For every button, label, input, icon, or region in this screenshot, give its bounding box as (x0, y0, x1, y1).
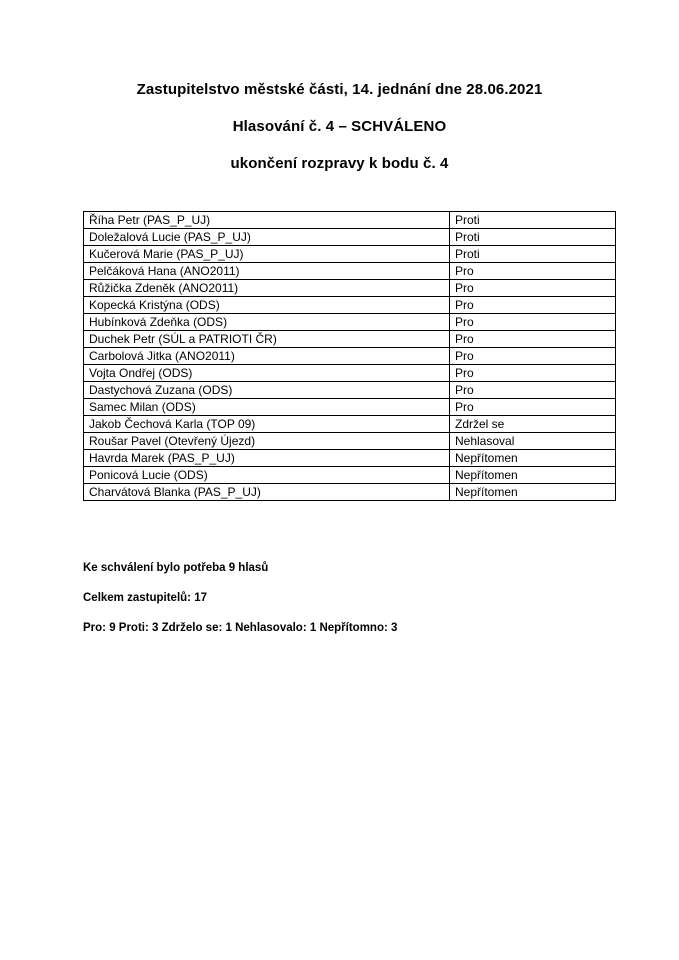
table-row (84, 212, 616, 229)
table-row (84, 399, 616, 416)
table-row (84, 246, 616, 263)
results-tally-text: Pro: 9 Proti: 3 Zdrželo se: 1 Nehlasovalo: 1 Nepřítomno: 3 (83, 622, 398, 634)
vote-value-cell: Pro (450, 382, 616, 399)
table-row (84, 450, 616, 467)
vote-value-cell: Nepřítomen (450, 484, 616, 501)
vote-summary (83, 561, 623, 651)
member-name-cell: Duchek Petr (SÚL a PATRIOTI ČR) (84, 331, 450, 348)
vote-value-cell: Pro (450, 297, 616, 314)
vote-value-cell: Nepřítomen (450, 450, 616, 467)
member-name-cell: Vojta Ondřej (ODS) (84, 365, 450, 382)
document-header (0, 0, 679, 173)
vote-table-body (84, 212, 616, 501)
table-row (84, 314, 616, 331)
member-name-cell: Jakob Čechová Karla (TOP 09) (84, 416, 450, 433)
table-row (84, 484, 616, 501)
member-name-cell: Hubínková Zdeňka (ODS) (84, 314, 450, 331)
vote-value-cell: Nehlasoval (450, 433, 616, 450)
member-name-cell: Říha Petr (PAS_P_UJ) (84, 212, 450, 229)
vote-subject-title: ukončení rozpravy k bodu č. 4 (230, 155, 449, 172)
member-name-cell: Roušar Pavel (Otevřený Újezd) (84, 433, 450, 450)
table-row (84, 280, 616, 297)
vote-table (83, 211, 616, 501)
table-row (84, 331, 616, 348)
table-row (84, 433, 616, 450)
vote-value-cell: Proti (450, 229, 616, 246)
vote-value-cell: Zdržel se (450, 416, 616, 433)
member-name-cell: Růžička Zdeněk (ANO2011) (84, 280, 450, 297)
required-votes-text: Ke schválení bylo potřeba 9 hlasů (83, 562, 269, 574)
vote-value-cell: Proti (450, 246, 616, 263)
table-row (84, 416, 616, 433)
meeting-title: Zastupitelstvo městské části, 14. jednání dne 28.06.2021 (136, 81, 543, 98)
vote-value-cell: Nepřítomen (450, 467, 616, 484)
member-name-cell: Dastychová Zuzana (ODS) (84, 382, 450, 399)
member-name-cell: Ponicová Lucie (ODS) (84, 467, 450, 484)
member-name-cell: Pelčáková Hana (ANO2011) (84, 263, 450, 280)
member-name-cell: Kučerová Marie (PAS_P_UJ) (84, 246, 450, 263)
member-name-cell: Charvátová Blanka (PAS_P_UJ) (84, 484, 450, 501)
member-name-cell: Carbolová Jitka (ANO2011) (84, 348, 450, 365)
vote-value-cell: Pro (450, 314, 616, 331)
vote-result-title: Hlasování č. 4 – SCHVÁLENO (232, 118, 447, 135)
vote-value-cell: Pro (450, 280, 616, 297)
vote-value-cell: Pro (450, 365, 616, 382)
member-name-cell: Havrda Marek (PAS_P_UJ) (84, 450, 450, 467)
member-name-cell: Kopecká Kristýna (ODS) (84, 297, 450, 314)
vote-value-cell: Pro (450, 399, 616, 416)
vote-value-cell: Pro (450, 263, 616, 280)
table-row (84, 365, 616, 382)
total-members-text: Celkem zastupitelů: 17 (83, 592, 207, 604)
vote-value-cell: Proti (450, 212, 616, 229)
table-row (84, 348, 616, 365)
table-row (84, 229, 616, 246)
table-row (84, 297, 616, 314)
vote-value-cell: Pro (450, 348, 616, 365)
member-name-cell: Samec Milan (ODS) (84, 399, 450, 416)
table-row (84, 467, 616, 484)
table-row (84, 263, 616, 280)
table-row (84, 382, 616, 399)
member-name-cell: Doležalová Lucie (PAS_P_UJ) (84, 229, 450, 246)
vote-value-cell: Pro (450, 331, 616, 348)
